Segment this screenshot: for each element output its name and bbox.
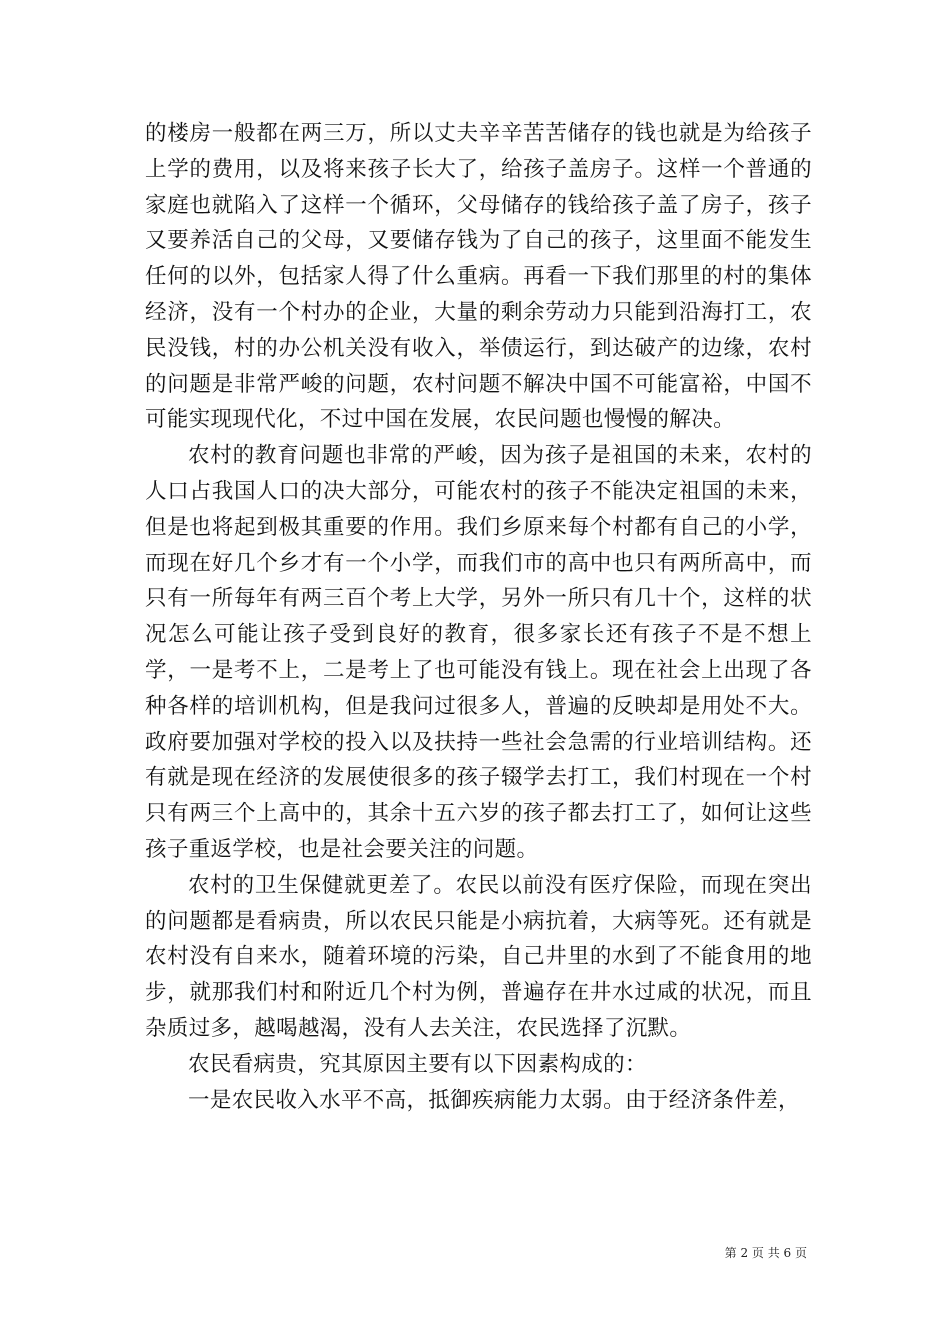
document-body: [145, 116, 812, 1118]
paragraph-reasons-intro: 农民看病贵，究其原因主要有以下因素构成的：: [188, 1051, 647, 1077]
paragraph-education: 农村的教育问题也非常的严峻，因为孩子是祖国的未来，农村的人口占我国人口的决大部分，可能农村的孩子不能决定祖国的未来，但是也将起到极其重要的作用。我们乡原来每个村都有自己的小学，而现在好几个乡才有一个小学，而我们市的高中也只有两所高中，而只有一所每年有两三百个考上大学，另外一所只有几十个，这样的状况怎么可能让孩子受到良好的教育，很多家长还有孩子不是不想上学，一是考不上，二是考上了也可能没有钱上。现在社会上出现了各种各样的培训机构，但是我问过很多人，普遍的反映却是用处不大。政府要加强对学校的投入以及扶持一些社会急需的行业培训结构。还有就是现在经济的发展使很多的孩子辍学去打工，我们村现在一个村只有两三个上高中的，其余十五六岁的孩子都去打工了，如何让这些孩子重返学校，也是社会要关注的问题。: [145, 443, 812, 862]
paragraph-reason-one: 一是农民收入水平不高，抵御疾病能力太弱。由于经济条件差，: [188, 1087, 800, 1113]
paragraph-continuation: 的楼房一般都在两三万，所以丈夫辛辛苦苦储存的钱也就是为给孩子上学的费用，以及将来孩子长大了，给孩子盖房子。这样一个普通的家庭也就陷入了这样一个循环，父母储存的钱给孩子盖了房子，孩子又要养活自己的父母，又要储存钱为了自己的孩子，这里面不能发生任何的以外，包括家人得了什么重病。再看一下我们那里的村的集体经济，没有一个村办的企业，大量的剩余劳动力只能到沿海打工，农民没钱，村的办公机关没有收入，举债运行，到达破产的边缘，农村的问题是非常严峻的问题，农村问题不解决中国不可能富裕，中国不可能实现现代化，不过中国在发展，农民问题也慢慢的解决。: [145, 121, 812, 433]
paragraph-health: 农村的卫生保健就更差了。农民以前没有医疗保险，而现在突出的问题都是看病贵，所以农民只能是小病抗着，大病等死。还有就是农村没有自来水，随着环境的污染，自己井里的水到了不能食用的地步，就那我们村和附近几个村为例，普遍存在井水过咸的状况，而且杂质过多，越喝越渴，没有人去关注，农民选择了沉默。: [145, 872, 812, 1041]
page-number-footer: 第 2 页 共 6 页: [724, 1246, 807, 1260]
